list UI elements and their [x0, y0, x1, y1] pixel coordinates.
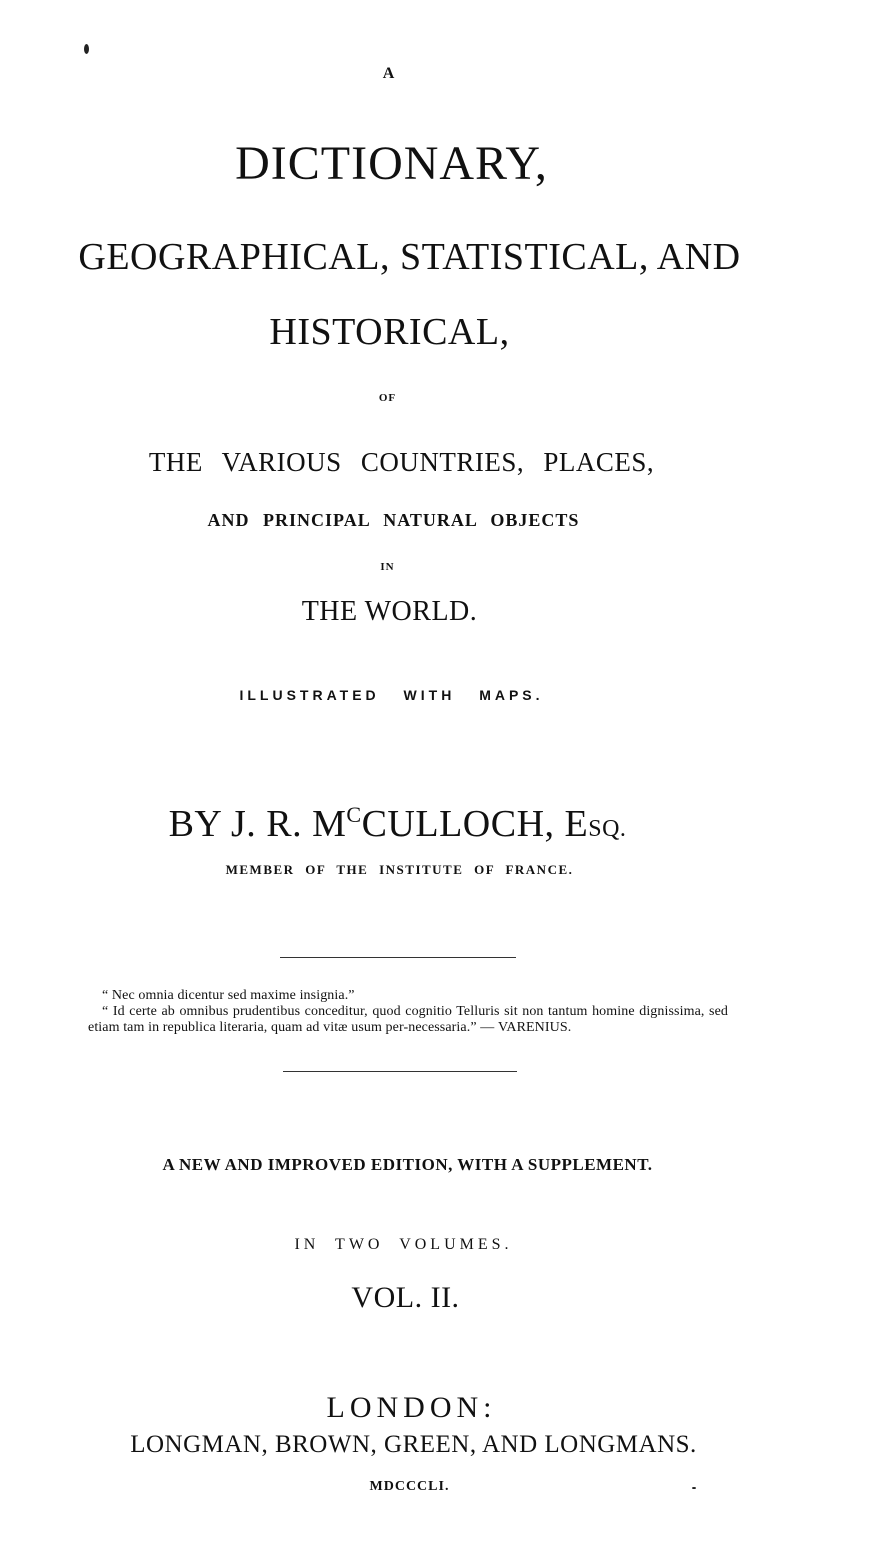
line-the-world: THE WORLD.	[301, 596, 478, 627]
author-surname: CULLOCH,	[361, 803, 565, 845]
epigraph-quote-2-text: “ Id certe ab omnibus prudentibus conceditur, quod cognitio Telluris sit non tantum homine dignissima, sed etiam tam in republica literaria, quam ad vitæ usum per-necessaria.” —	[88, 1004, 728, 1035]
author-mc-superscript: C	[346, 802, 362, 827]
author-esq-initial: E	[564, 803, 589, 845]
year-line: MDCCCLI.	[369, 1479, 450, 1494]
volumes-line: IN TWO VOLUMES.	[294, 1236, 513, 1253]
author-line	[0, 804, 839, 843]
ink-speck	[692, 1487, 696, 1489]
edition-line: A NEW AND IMPROVED EDITION, WITH A SUPPLEMENT.	[162, 1155, 653, 1174]
epigraph-attribution: VARENIUS.	[497, 1020, 572, 1035]
main-title: DICTIONARY,	[235, 137, 548, 190]
subtitle-line-1: GEOGRAPHICAL, STATISTICAL, AND	[78, 236, 741, 278]
line-various-countries: THE VARIOUS COUNTRIES, PLACES,	[148, 447, 655, 477]
divider-bottom	[283, 1071, 517, 1072]
illustrated-line: ILLUSTRATED WITH MAPS.	[239, 687, 544, 703]
epigraph-quote-2	[88, 1004, 728, 1036]
subtitle-line-2: HISTORICAL,	[269, 311, 510, 353]
word-in: IN	[380, 561, 395, 573]
divider-top	[280, 957, 516, 958]
volume-number: VOL. II.	[351, 1281, 460, 1314]
epigraph	[88, 988, 728, 1036]
publisher-line: LONGMAN, BROWN, GREEN, AND LONGMANS.	[130, 1431, 697, 1458]
author-esq-rest: SQ.	[588, 816, 627, 842]
author-by: BY J. R. M	[168, 803, 347, 845]
author-affiliation: MEMBER OF THE INSTITUTE OF FRANCE.	[225, 862, 574, 877]
epigraph-quote-1: “ Nec omnia dicentur sed maxime insignia.”	[102, 988, 355, 1003]
place-london: LONDON:	[326, 1391, 497, 1424]
line-principal-objects: AND PRINCIPAL NATURAL OBJECTS	[207, 510, 580, 530]
ink-speck	[84, 44, 89, 54]
article-a: A	[382, 65, 395, 82]
word-of: OF	[378, 392, 397, 404]
